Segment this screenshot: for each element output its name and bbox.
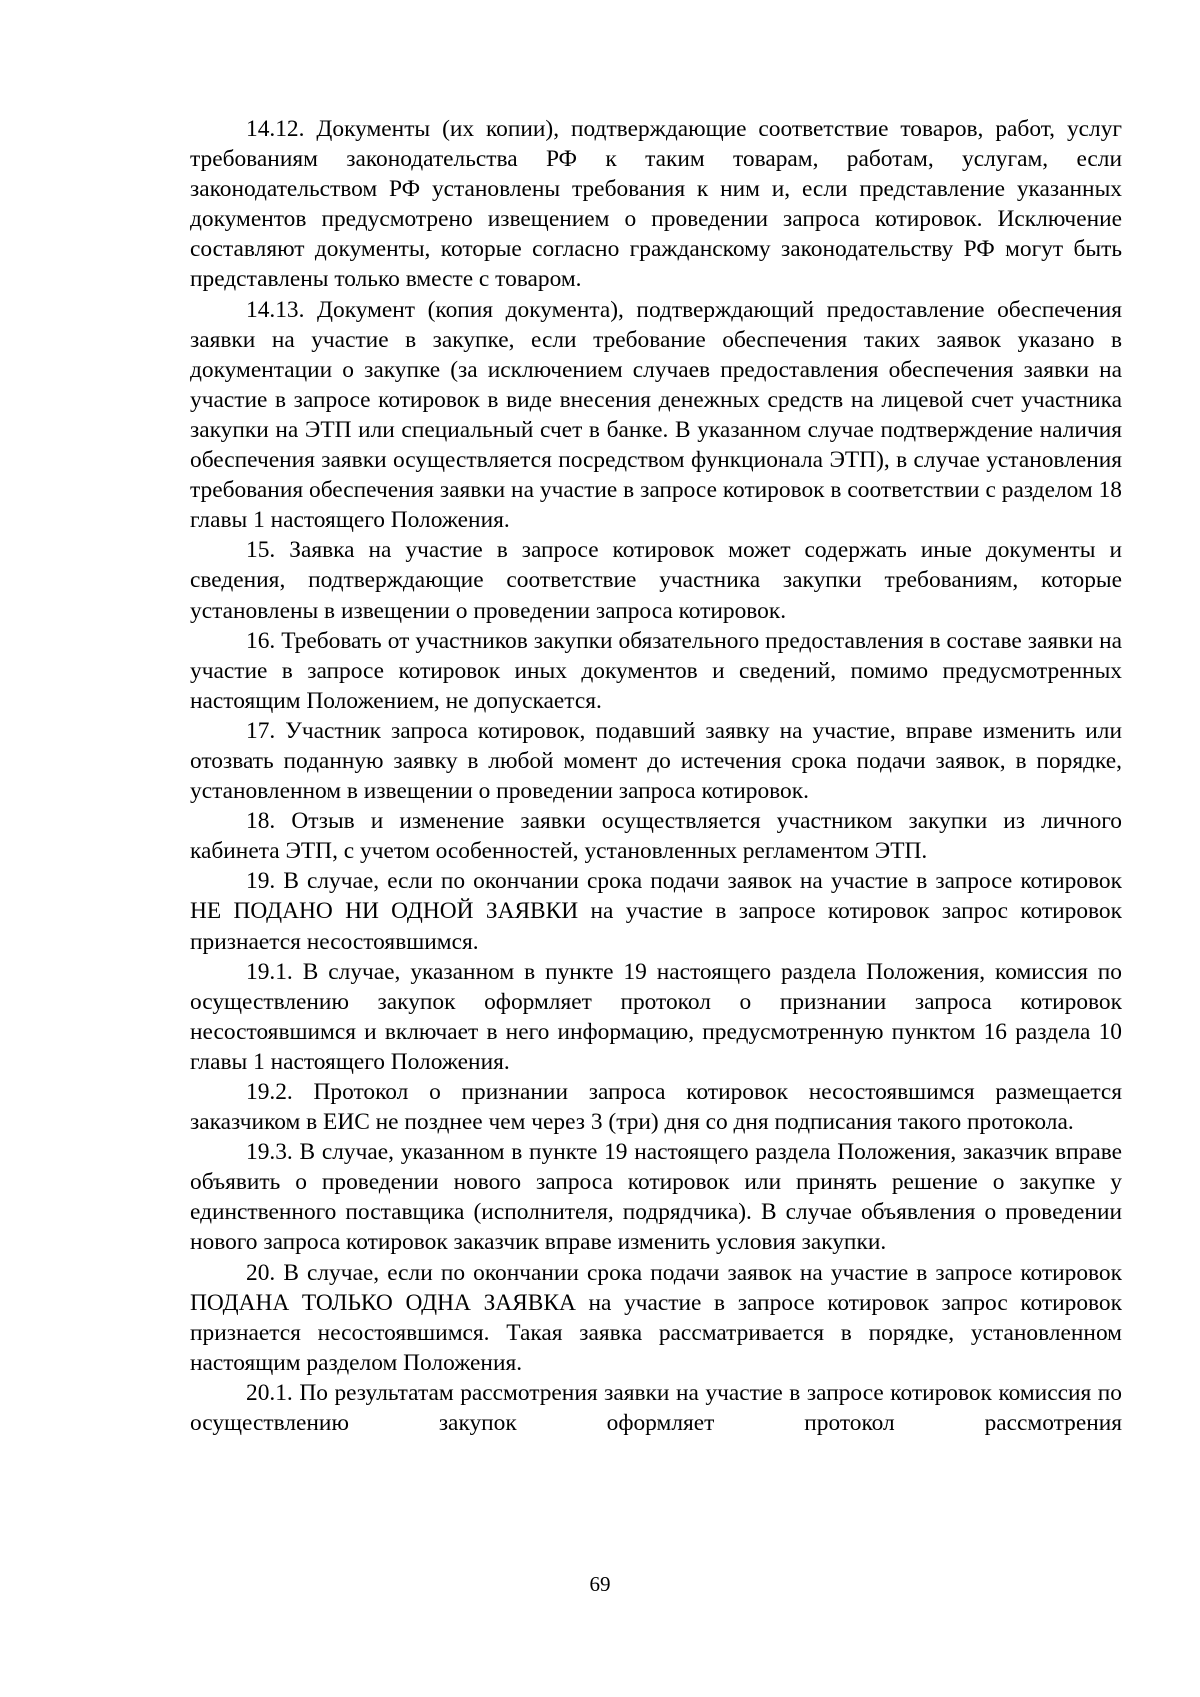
paragraph-19: 19. В случае, если по окончании срока подачи заявок на участие в запросе котировок НЕ ПОДАНО НИ ОДНОЙ ЗАЯВКИ на участие в запросе котировок запрос котировок признается несостоявшимся. — [190, 868, 1122, 955]
paragraph-15: 15. Заявка на участие в запросе котировок может содержать иные документы и сведения, подтверждающие соответствие участника закупки требованиям, которые установлены в извещении о проведении запроса котировок. — [190, 537, 1122, 624]
paragraph-17: 17. Участник запроса котировок, подавший заявку на участие, вправе изменить или отозвать поданную заявку в любой момент до истечения срока подачи заявок, в порядке, установленном в извещении о проведении запроса котировок. — [190, 717, 1122, 805]
paragraph-19-2: 19.2. Протокол о признании запроса котировок несостоявшимся размещается заказчиком в ЕИС не позднее чем через 3 (три) дня со дня подписания такого протокола. — [190, 1079, 1122, 1136]
page-number: 69 — [589, 1572, 611, 1596]
paragraph-20: 20. В случае, если по окончании срока подачи заявок на участие в запросе котировок ПОДАНА ТОЛЬКО ОДНА ЗАЯВКА на участие в запросе котировок запрос котировок признается несостоявшимся. Такая заявка рассматривается в порядке, установленном настоящим разделом Положения. — [190, 1259, 1122, 1376]
paragraph-14-13: 14.13. Документ (копия документа), подтверждающий предоставление обеспечения заявки на участие в закупке, если требование обеспечения таких заявок указано в документации о закупке (за исключением случаев предоставления обеспечения заявки на участие в запросе котировок в виде внесения денежных средств на лицевой счет участника закупки на ЭТП или специальный счет в банке. В указанном случае подтверждение наличия обеспечения заявки осуществляется посредством функционала ЭТП), в случае установления требования обеспечения заявки на участие в запросе котировок в соответствии с разделом 18 главы 1 настоящего Положения. — [190, 296, 1122, 534]
paragraph-18: 18. Отзыв и изменение заявки осуществляется участником закупки из личного кабинета ЭТП, с учетом особенностей, установленных регламентом ЭТП. — [190, 808, 1122, 865]
paragraph-14-12: 14.12. Документы (их копии), подтверждающие соответствие товаров, работ, услуг требованиям законодательства РФ к таким товарам, работам, услугам, если законодательством РФ установлены требования к ним и, если представление указанных документов предусмотрено извещением о проведении запроса котировок. Исключение составляют документы, которые согласно гражданскому законодательству РФ могут быть представлены только вместе с товаром. — [190, 116, 1122, 293]
paragraph-19-3: 19.3. В случае, указанном в пункте 19 настоящего раздела Положения, заказчик вправе объявить о проведении нового запроса котировок или принять решение о закупке у единственного поставщика (исполнителя, подрядчика). В случае объявления о проведении нового запроса котировок заказчик вправе изменить условия закупки. — [190, 1139, 1122, 1256]
document-body — [190, 114, 1122, 1438]
paragraph-20-1: 20.1. По результатам рассмотрения заявки на участие в запросе котировок комиссия по осуществлению закупок оформляет протокол рассмотрения — [190, 1379, 1122, 1437]
paragraph-19-1: 19.1. В случае, указанном в пункте 19 настоящего раздела Положения, комиссия по осуществлению закупок оформляет протокол о признании запроса котировок несостоявшимся и включает в него информацию, предусмотренную пунктом 16 раздела 10 главы 1 настоящего Положения. — [190, 958, 1122, 1075]
paragraph-16: 16. Требовать от участников закупки обязательного предоставления в составе заявки на участие в запросе котировок иных документов и сведений, помимо предусмотренных настоящим Положением, не допускается. — [190, 627, 1122, 714]
